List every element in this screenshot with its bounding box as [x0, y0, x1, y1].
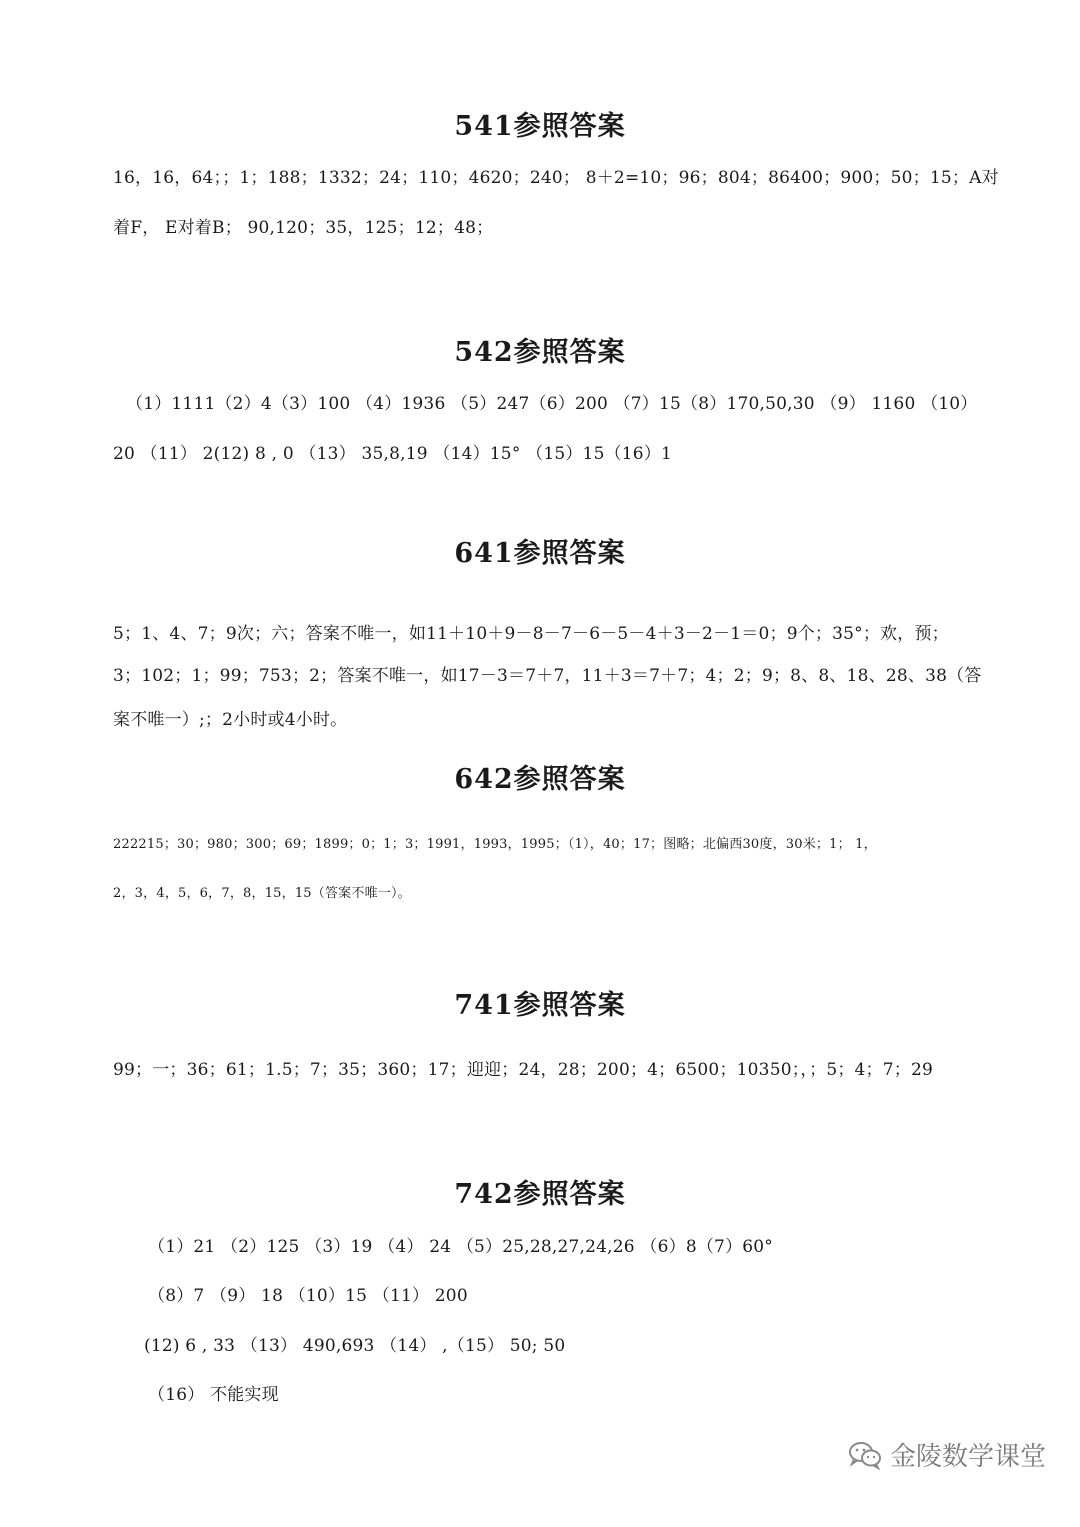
answer-line: 2，3，4，5，6，7，8，15，15（答案不唯一）。	[113, 886, 411, 901]
answer-line: （1）21 （2）125 （3）19 （4） 24 （5）25,28,27,24,26 （6）8（7）60°	[148, 1237, 773, 1257]
section-title-641: 641参照答案	[454, 538, 626, 569]
section-title-741: 741参照答案	[454, 990, 626, 1021]
answer-line: 99；一；36；61；1.5；7；35；360；17；迎迎；24，28；200；4；6500；10350；，；5；4；7；29	[113, 1060, 934, 1080]
answer-line: 着F， E对着B； 90,120；35，125；12；48；	[113, 218, 494, 238]
answer-line: （1）1111（2）4（3）100 （4）1936 （5）247（6）200 （7）15（8）170,50,30 （9） 1160 （10）	[126, 394, 978, 414]
answer-line: （16） 不能实现	[148, 1385, 279, 1405]
wechat-icon	[848, 1440, 882, 1470]
section-title-542: 542参照答案	[454, 337, 626, 368]
answer-line: 5；1、4、7；9次；六；答案不唯一，如11＋10＋9－8－7－6－5－4＋3－2－1＝0；9个；35°；欢，预；	[113, 624, 949, 644]
section-title-742: 742参照答案	[454, 1179, 626, 1210]
watermark	[848, 1436, 1046, 1473]
answer-line: (12) 6 , 33 （13） 490,693 （14） ,（15） 50; 50	[144, 1336, 566, 1356]
answer-line: （8）7 （9） 18 （10）15 （11） 200	[148, 1286, 468, 1306]
answer-line: 16，16，64；；1；188；1332；24；110；4620；240； 8＋2=10；96；804；86400；900；50；15；A对	[113, 168, 999, 188]
section-title-642: 642参照答案	[454, 764, 626, 795]
answer-line: 222215；30；980；300；69；1899；0；1；3；1991，1993，1995；（1），40；17；图略；北偏西30度，30米；1； 1，	[113, 837, 877, 852]
answer-line: 案不唯一）;；2小时或4小时。	[113, 710, 348, 730]
answer-line: 20 （11） 2(12) 8 , 0 （13） 35,8,19 （14）15° （15）15（16）1	[113, 444, 673, 464]
answer-line: 3；102；1；99；753；2；答案不唯一，如17－3＝7＋7，11＋3＝7＋7；4；2；9；8、8、18、28、38（答	[113, 666, 982, 686]
section-title-541: 541参照答案	[454, 111, 626, 142]
watermark-text: 金陵数学课堂	[889, 1442, 1046, 1472]
